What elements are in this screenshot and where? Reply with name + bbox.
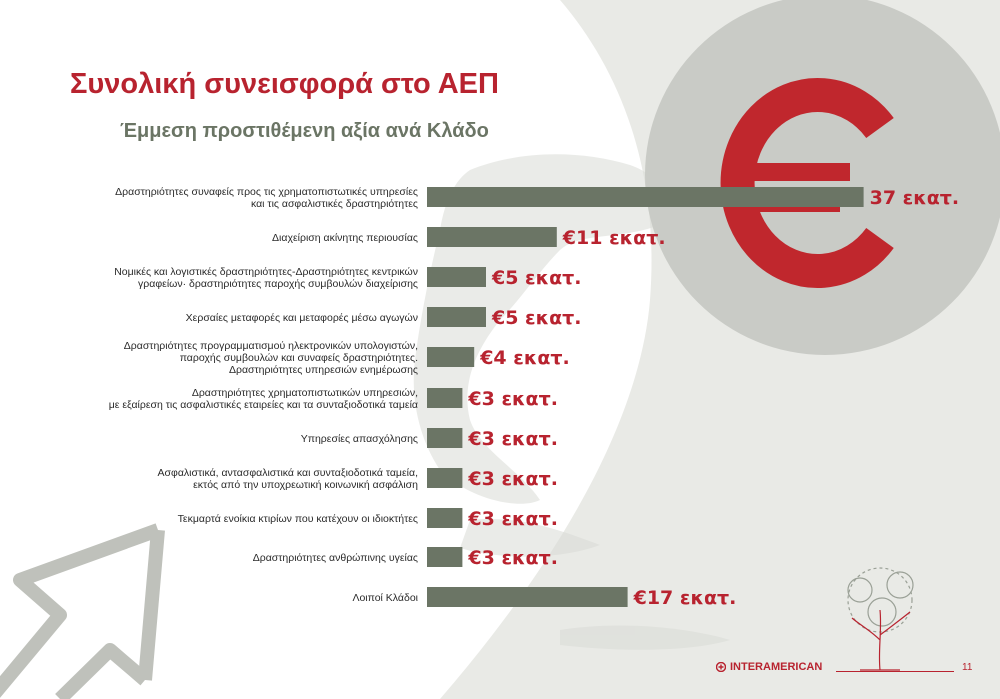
category-label-5: Δραστηριότητες προγραμματισμού ηλεκτρονικών υπολογιστών, παροχής συμβουλών και συναφείς δραστηριότητες. Δραστηριότητες υπηρεσιών ενημέρωσης xyxy=(123,340,418,376)
value-label-9: €3 εκατ. xyxy=(468,508,558,530)
category-label-9: Τεκμαρτά ενοίκια κτιρίων που κατέχουν οι ιδιοκτήτες xyxy=(177,513,418,525)
category-label-7: Υπηρεσίες απασχόλησης xyxy=(300,433,418,445)
bar-6 xyxy=(427,388,462,408)
bar-5 xyxy=(427,347,474,367)
value-label-11: €17 εκατ. xyxy=(633,587,737,609)
value-label-5: €4 εκατ. xyxy=(480,347,570,369)
value-label-6: €3 εκατ. xyxy=(468,388,558,410)
category-label-8: Ασφαλιστικά, αντασφαλιστικά και συνταξιοδοτικά ταμεία, εκτός από την υποχρεωτική κοινωνική ασφάλιση xyxy=(157,467,418,491)
page-title: Συνολική συνεισφορά στο ΑΕΠ xyxy=(70,68,499,100)
value-label-10: €3 εκατ. xyxy=(468,547,558,569)
bar-4 xyxy=(427,307,486,327)
bar-11 xyxy=(427,587,628,607)
footer xyxy=(716,657,986,679)
value-label-1: 37 εκατ. xyxy=(869,187,960,209)
value-label-8: €3 εκατ. xyxy=(468,468,558,490)
category-label-1: Δραστηριότητες συναφείς προς τις χρηματοπιστωτικές υπηρεσίες και τις ασφαλιστικές δραστηριότητες xyxy=(115,186,418,210)
category-label-10: Δραστηριότητες ανθρώπινης υγείας xyxy=(252,552,418,564)
page-number: 11 xyxy=(962,662,973,673)
bar-8 xyxy=(427,468,462,488)
brand-name: INTERAMERICAN xyxy=(730,661,823,673)
category-label-3: Νομικές και λογιστικές δραστηριότητες-Δραστηριότητες κεντρικών γραφείων· δραστηριότητες παροχής συμβουλών διαχείρισης xyxy=(114,266,418,290)
category-label-2: Διαχείριση ακίνητης περιουσίας xyxy=(272,232,418,244)
value-label-2: €11 εκατ. xyxy=(562,227,666,249)
bar-2 xyxy=(427,227,557,247)
bar-3 xyxy=(427,267,486,287)
bar-1 xyxy=(427,187,864,207)
value-label-4: €5 εκατ. xyxy=(492,307,582,329)
footer-divider xyxy=(836,671,954,672)
bar-10 xyxy=(427,547,462,567)
category-label-4: Χερσαίες μεταφορές και μεταφορές μέσω αγωγών xyxy=(185,312,418,324)
interamerican-logo-icon xyxy=(716,662,726,672)
value-label-7: €3 εκατ. xyxy=(468,428,558,450)
value-label-3: €5 εκατ. xyxy=(492,267,582,289)
page-subtitle: Έμμεση προστιθέμενη αξία ανά Κλάδο xyxy=(120,120,489,142)
bar-7 xyxy=(427,428,462,448)
bar-9 xyxy=(427,508,462,528)
category-label-11: Λοιποί Κλάδοι xyxy=(352,592,418,604)
category-label-6: Δραστηριότητες χρηματοπιστωτικών υπηρεσιών, με εξαίρεση τις ασφαλιστικές εταιρείες και τα συνταξιοδοτικά ταμεία xyxy=(108,387,418,411)
